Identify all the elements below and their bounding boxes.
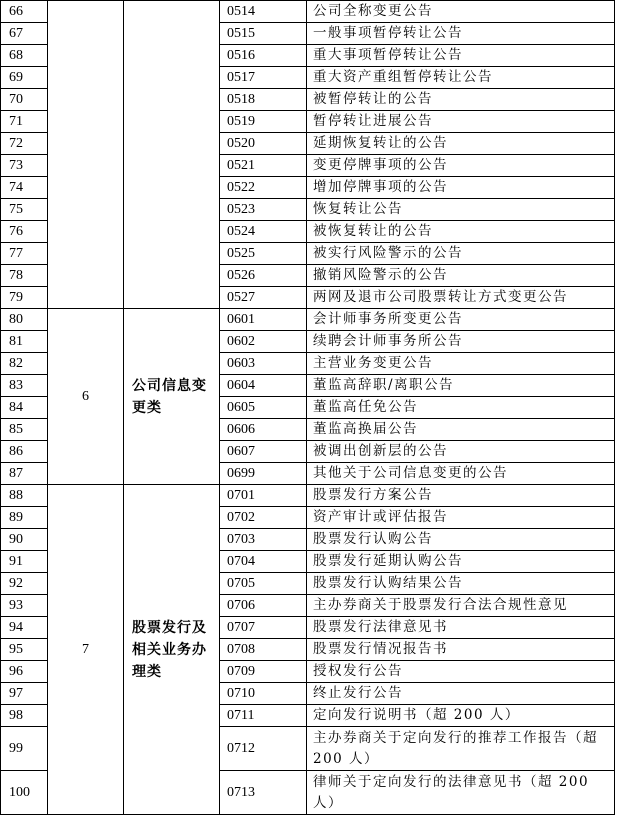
group-category xyxy=(124,1,220,309)
announcement-code: 0525 xyxy=(220,243,307,265)
announcement-name: 董监高辞职/离职公告 xyxy=(307,375,615,397)
announcement-name: 授权发行公告 xyxy=(307,661,615,683)
group-number: 7 xyxy=(48,485,124,815)
announcement-name: 会计师事务所变更公告 xyxy=(307,309,615,331)
announcement-code: 0711 xyxy=(220,705,307,727)
row-number: 100 xyxy=(1,771,48,815)
announcement-name: 重大资产重组暂停转让公告 xyxy=(307,67,615,89)
row-number: 87 xyxy=(1,463,48,485)
row-number: 70 xyxy=(1,89,48,111)
row-number: 99 xyxy=(1,727,48,771)
row-number: 81 xyxy=(1,331,48,353)
announcement-name: 定向发行说明书（超 200 人） xyxy=(307,705,615,727)
row-number: 68 xyxy=(1,45,48,67)
announcement-code: 0524 xyxy=(220,221,307,243)
announcement-code: 0710 xyxy=(220,683,307,705)
announcement-code: 0706 xyxy=(220,595,307,617)
row-number: 84 xyxy=(1,397,48,419)
row-number: 95 xyxy=(1,639,48,661)
announcement-code: 0527 xyxy=(220,287,307,309)
announcement-code: 0515 xyxy=(220,23,307,45)
row-number: 98 xyxy=(1,705,48,727)
announcement-code: 0708 xyxy=(220,639,307,661)
row-number: 90 xyxy=(1,529,48,551)
announcement-code: 0601 xyxy=(220,309,307,331)
announcement-name: 重大事项暂停转让公告 xyxy=(307,45,615,67)
announcement-code: 0523 xyxy=(220,199,307,221)
row-number: 82 xyxy=(1,353,48,375)
announcement-name: 增加停牌事项的公告 xyxy=(307,177,615,199)
table-row xyxy=(1,1,615,23)
group-number xyxy=(48,1,124,309)
announcement-name: 续聘会计师事务所公告 xyxy=(307,331,615,353)
announcement-code: 0514 xyxy=(220,1,307,23)
row-number: 74 xyxy=(1,177,48,199)
announcement-name: 董监高任免公告 xyxy=(307,397,615,419)
announcement-name: 股票发行方案公告 xyxy=(307,485,615,507)
row-number: 75 xyxy=(1,199,48,221)
announcement-name: 被调出创新层的公告 xyxy=(307,441,615,463)
row-number: 73 xyxy=(1,155,48,177)
announcement-code: 0699 xyxy=(220,463,307,485)
announcement-code: 0518 xyxy=(220,89,307,111)
row-number: 86 xyxy=(1,441,48,463)
table-row xyxy=(1,485,615,507)
group-category: 股票发行及相关业务办理类 xyxy=(124,485,220,815)
row-number: 92 xyxy=(1,573,48,595)
row-number: 91 xyxy=(1,551,48,573)
announcement-name: 股票发行法律意见书 xyxy=(307,617,615,639)
row-number: 72 xyxy=(1,133,48,155)
row-number: 80 xyxy=(1,309,48,331)
row-number: 83 xyxy=(1,375,48,397)
row-number: 78 xyxy=(1,265,48,287)
row-number: 71 xyxy=(1,111,48,133)
announcement-code: 0702 xyxy=(220,507,307,529)
announcement-name: 暂停转让进展公告 xyxy=(307,111,615,133)
announcement-name: 股票发行情况报告书 xyxy=(307,639,615,661)
row-number: 89 xyxy=(1,507,48,529)
announcement-name: 主营业务变更公告 xyxy=(307,353,615,375)
announcement-code: 0701 xyxy=(220,485,307,507)
row-number: 96 xyxy=(1,661,48,683)
announcement-name: 撤销风险警示的公告 xyxy=(307,265,615,287)
announcement-name: 两网及退市公司股票转让方式变更公告 xyxy=(307,287,615,309)
announcement-code: 0517 xyxy=(220,67,307,89)
announcement-code: 0516 xyxy=(220,45,307,67)
announcement-code: 0604 xyxy=(220,375,307,397)
announcement-name: 董监高换届公告 xyxy=(307,419,615,441)
announcement-name: 终止发行公告 xyxy=(307,683,615,705)
announcement-code: 0522 xyxy=(220,177,307,199)
row-number: 77 xyxy=(1,243,48,265)
announcement-code: 0603 xyxy=(220,353,307,375)
row-number: 66 xyxy=(1,1,48,23)
announcement-code: 0705 xyxy=(220,573,307,595)
announcement-code: 0605 xyxy=(220,397,307,419)
announcement-name: 股票发行认购公告 xyxy=(307,529,615,551)
announcement-code: 0703 xyxy=(220,529,307,551)
announcement-name: 主办券商关于定向发行的推荐工作报告（超 200 人） xyxy=(307,727,615,771)
announcement-name: 恢复转让公告 xyxy=(307,199,615,221)
announcement-name: 公司全称变更公告 xyxy=(307,1,615,23)
row-number: 94 xyxy=(1,617,48,639)
announcement-code: 0707 xyxy=(220,617,307,639)
announcement-code: 0521 xyxy=(220,155,307,177)
announcement-code: 0709 xyxy=(220,661,307,683)
announcement-code: 0704 xyxy=(220,551,307,573)
announcement-code: 0607 xyxy=(220,441,307,463)
announcement-name: 其他关于公司信息变更的公告 xyxy=(307,463,615,485)
announcement-name: 股票发行延期认购公告 xyxy=(307,551,615,573)
announcement-name: 延期恢复转让的公告 xyxy=(307,133,615,155)
row-number: 85 xyxy=(1,419,48,441)
announcement-code: 0713 xyxy=(220,771,307,815)
announcement-code: 0602 xyxy=(220,331,307,353)
row-number: 67 xyxy=(1,23,48,45)
row-number: 97 xyxy=(1,683,48,705)
row-number: 79 xyxy=(1,287,48,309)
announcement-code: 0520 xyxy=(220,133,307,155)
announcement-name: 一般事项暂停转让公告 xyxy=(307,23,615,45)
announcement-code: 0606 xyxy=(220,419,307,441)
announcement-name: 被恢复转让的公告 xyxy=(307,221,615,243)
announcement-name: 律师关于定向发行的法律意见书（超 200 人） xyxy=(307,771,615,815)
announcement-name: 股票发行认购结果公告 xyxy=(307,573,615,595)
group-number: 6 xyxy=(48,309,124,485)
group-category: 公司信息变更类 xyxy=(124,309,220,485)
announcement-code: 0519 xyxy=(220,111,307,133)
announcement-code: 0712 xyxy=(220,727,307,771)
announcement-name: 变更停牌事项的公告 xyxy=(307,155,615,177)
announcement-name: 被实行风险警示的公告 xyxy=(307,243,615,265)
row-number: 88 xyxy=(1,485,48,507)
announcement-name: 主办券商关于股票发行合法合规性意见 xyxy=(307,595,615,617)
announcement-code: 0526 xyxy=(220,265,307,287)
announcement-name: 资产审计或评估报告 xyxy=(307,507,615,529)
announcement-name: 被暂停转让的公告 xyxy=(307,89,615,111)
table-row xyxy=(1,309,615,331)
row-number: 93 xyxy=(1,595,48,617)
row-number: 69 xyxy=(1,67,48,89)
row-number: 76 xyxy=(1,221,48,243)
